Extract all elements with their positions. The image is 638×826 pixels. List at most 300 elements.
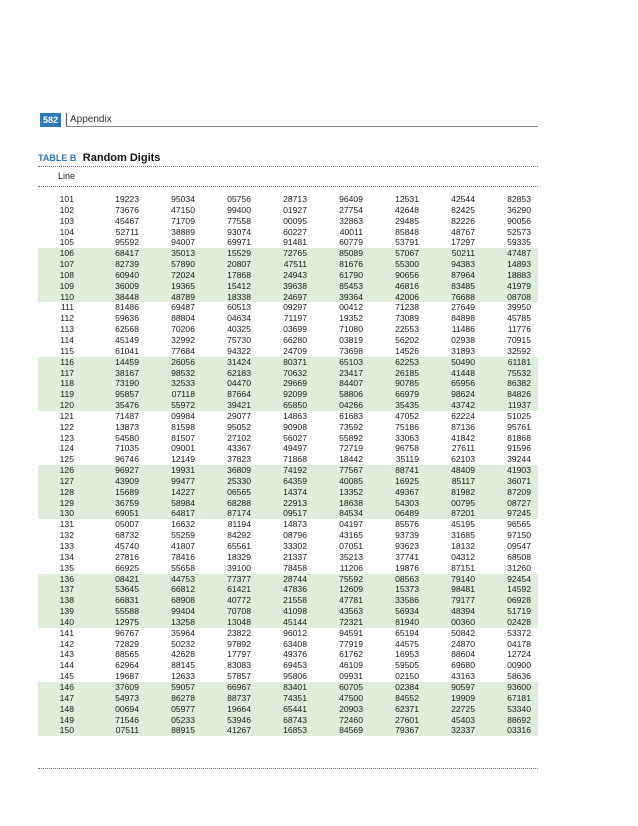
line-number: 121 <box>59 410 74 421</box>
digit-group: 68908 <box>171 595 195 606</box>
digit-group: 85848 <box>395 226 419 237</box>
digit-group: 62224 <box>451 410 475 421</box>
digit-group: 08563 <box>395 573 419 584</box>
digit-group: 05233 <box>171 714 195 725</box>
digit-group: 51025 <box>507 410 531 421</box>
digit-group: 02150 <box>395 671 419 682</box>
digit-group: 53946 <box>227 714 251 725</box>
digit-group: 38889 <box>171 226 195 237</box>
digit-group: 78458 <box>283 562 307 573</box>
digit-group: 07511 <box>115 725 139 736</box>
digit-group: 49497 <box>283 443 307 454</box>
line-number: 142 <box>59 638 74 649</box>
line-number: 119 <box>60 389 74 400</box>
digit-group: 59335 <box>507 237 531 248</box>
digit-group: 44575 <box>395 638 419 649</box>
digit-group: 84826 <box>507 389 531 400</box>
digit-group: 41979 <box>507 280 531 291</box>
digit-group: 85453 <box>339 280 363 291</box>
digit-group: 02428 <box>507 616 531 627</box>
line-number: 102 <box>59 204 74 215</box>
digit-group: 37823 <box>227 454 251 465</box>
digit-group: 39100 <box>227 562 251 573</box>
digit-group: 90656 <box>395 269 419 280</box>
digit-group: 39950 <box>507 302 531 313</box>
digit-group: 25330 <box>227 475 251 486</box>
table-row <box>38 574 538 585</box>
line-number: 133 <box>59 541 74 551</box>
table-row <box>38 693 538 704</box>
digit-group: 58806 <box>339 389 363 400</box>
digit-group: 46109 <box>339 660 363 671</box>
table-row <box>38 281 538 292</box>
digit-group: 72024 <box>171 269 195 280</box>
digit-group: 16953 <box>395 649 419 660</box>
line-number: 150 <box>59 725 74 736</box>
digit-group: 18883 <box>507 269 531 280</box>
digit-group: 56027 <box>283 432 307 443</box>
digit-group: 24709 <box>283 345 307 356</box>
digit-group: 49367 <box>395 486 419 497</box>
digit-group: 40772 <box>227 595 251 606</box>
digit-group: 45467 <box>115 215 139 226</box>
digit-group: 14526 <box>395 345 419 356</box>
line-number: 126 <box>59 465 74 476</box>
table-row <box>38 563 538 574</box>
digit-group: 78416 <box>171 551 195 562</box>
digit-group: 06489 <box>395 508 419 519</box>
digit-group: 24943 <box>283 269 307 280</box>
digit-group: 59636 <box>115 313 139 324</box>
digit-group: 75730 <box>227 334 251 345</box>
digit-group: 19687 <box>115 671 139 682</box>
line-number: 132 <box>59 530 74 541</box>
digit-group: 43163 <box>451 671 475 682</box>
line-number: 110 <box>60 291 74 302</box>
digit-group: 12633 <box>171 671 195 682</box>
digit-group: 88145 <box>171 660 195 671</box>
digit-group: 79367 <box>395 725 419 736</box>
table-row <box>38 606 538 617</box>
digit-group: 83083 <box>227 660 251 671</box>
digit-group: 17868 <box>227 269 251 280</box>
line-number: 139 <box>59 606 74 617</box>
line-number: 104 <box>59 226 74 237</box>
line-number: 136 <box>59 573 74 584</box>
digit-group: 95761 <box>507 421 531 432</box>
line-number: 135 <box>59 562 74 573</box>
header-rule <box>66 126 538 127</box>
digit-group: 93074 <box>227 226 251 237</box>
digit-group: 16632 <box>171 519 195 530</box>
digit-group: 87201 <box>451 508 475 519</box>
digit-group: 64817 <box>171 508 195 519</box>
digit-group: 47052 <box>395 410 419 421</box>
digit-group: 54303 <box>395 497 419 508</box>
digit-group: 38448 <box>115 291 139 302</box>
digit-group: 52573 <box>507 226 531 237</box>
digit-group: 68508 <box>507 551 531 562</box>
digit-group: 91596 <box>507 443 531 454</box>
digit-group: 00360 <box>451 616 475 627</box>
digit-group: 58984 <box>171 497 195 508</box>
digit-group: 59057 <box>171 681 195 692</box>
digit-group: 42006 <box>395 291 419 302</box>
line-number: 130 <box>59 508 74 519</box>
line-number: 125 <box>59 454 74 465</box>
digit-group: 08421 <box>115 573 139 584</box>
digit-group: 77567 <box>339 465 363 476</box>
digit-group: 03819 <box>339 334 363 345</box>
digit-group: 63408 <box>283 638 307 649</box>
digit-group: 00412 <box>339 302 363 313</box>
table-row <box>38 443 538 454</box>
digit-group: 09297 <box>283 302 307 313</box>
digit-group: 14374 <box>283 486 307 497</box>
table-row <box>38 411 538 422</box>
digit-group: 17297 <box>451 237 475 248</box>
digit-group: 72719 <box>339 443 363 454</box>
digit-group: 57857 <box>227 671 251 682</box>
digit-group: 48767 <box>451 226 475 237</box>
digit-group: 11206 <box>339 562 363 573</box>
line-number: 145 <box>59 671 74 682</box>
digit-group: 60705 <box>339 681 363 692</box>
line-number: 115 <box>60 345 74 356</box>
digit-group: 04634 <box>227 313 251 324</box>
digit-group: 31893 <box>451 345 475 356</box>
digit-group: 55259 <box>171 530 195 541</box>
digit-group: 12724 <box>507 649 531 660</box>
digit-group: 16853 <box>283 725 307 736</box>
digit-group: 51719 <box>507 606 531 617</box>
digit-group: 88737 <box>227 692 251 703</box>
digit-group: 65103 <box>339 356 363 367</box>
digit-group: 82425 <box>451 204 475 215</box>
digit-group: 75532 <box>507 367 531 378</box>
digit-group: 56202 <box>395 334 419 345</box>
digit-group: 53372 <box>507 627 531 638</box>
digit-group: 81982 <box>451 486 475 497</box>
digit-group: 09984 <box>171 410 195 421</box>
digit-group: 36290 <box>507 204 531 215</box>
digit-group: 87136 <box>451 421 475 432</box>
digit-group: 66979 <box>395 389 419 400</box>
digit-group: 95034 <box>171 194 195 204</box>
table-row <box>38 357 538 368</box>
digit-group: 05756 <box>227 194 251 204</box>
digit-group: 90785 <box>395 378 419 389</box>
digit-group: 19352 <box>339 313 363 324</box>
digit-group: 76688 <box>451 291 475 302</box>
digit-group: 40085 <box>339 475 363 486</box>
digit-group: 03316 <box>507 725 531 736</box>
line-number: 107 <box>59 259 74 270</box>
digit-group: 29485 <box>395 215 419 226</box>
digit-group: 96012 <box>283 627 307 638</box>
digit-group: 69971 <box>227 237 251 248</box>
digit-group: 70915 <box>507 334 531 345</box>
digit-group: 70708 <box>227 606 251 617</box>
digit-group: 71080 <box>339 324 363 335</box>
digit-group: 87664 <box>227 389 251 400</box>
digit-group: 31260 <box>507 562 531 573</box>
digit-group: 03699 <box>283 324 307 335</box>
table-row <box>38 216 538 227</box>
line-number: 149 <box>59 714 74 725</box>
digit-group: 12975 <box>115 616 139 627</box>
digit-group: 37741 <box>395 551 419 562</box>
digit-group: 50232 <box>171 638 195 649</box>
digit-group: 92454 <box>507 573 531 584</box>
digit-group: 61181 <box>507 356 531 367</box>
digit-group: 96746 <box>115 454 139 465</box>
digit-group: 72765 <box>283 248 307 259</box>
digit-group: 81940 <box>395 616 419 627</box>
line-number: 138 <box>59 595 74 606</box>
digit-group: 53645 <box>115 584 139 595</box>
digit-group: 85117 <box>451 475 475 486</box>
digit-group: 87151 <box>451 562 475 573</box>
digit-group: 65441 <box>283 703 307 714</box>
digit-group: 93600 <box>507 681 531 692</box>
digit-group: 09931 <box>339 671 363 682</box>
digit-group: 41807 <box>171 541 195 551</box>
digit-group: 86278 <box>171 692 195 703</box>
digit-group: 73089 <box>395 313 419 324</box>
digit-group: 15412 <box>227 280 251 291</box>
digit-group: 05977 <box>171 703 195 714</box>
digit-group: 73190 <box>115 378 139 389</box>
digit-group: 21558 <box>283 595 307 606</box>
digit-group: 95592 <box>115 237 139 248</box>
digit-group: 80371 <box>283 356 307 367</box>
digit-group: 42544 <box>451 194 475 204</box>
digit-group: 28713 <box>283 194 307 204</box>
digit-group: 72460 <box>339 714 363 725</box>
digit-group: 97245 <box>507 508 531 519</box>
digit-group: 00900 <box>507 660 531 671</box>
digit-group: 43909 <box>115 475 139 486</box>
digit-group: 15373 <box>395 584 419 595</box>
page-number-badge: 582 <box>40 113 61 127</box>
section-title: Appendix <box>70 114 112 125</box>
digit-group: 12609 <box>339 584 363 595</box>
digit-group: 14873 <box>283 519 307 530</box>
digit-group: 69051 <box>115 508 139 519</box>
digit-group: 97150 <box>507 530 531 541</box>
digit-group: 38167 <box>115 367 139 378</box>
line-number: 131 <box>59 519 74 530</box>
table-row <box>38 682 538 693</box>
digit-group: 77377 <box>227 573 251 584</box>
digit-group: 55658 <box>171 562 195 573</box>
digit-group: 68288 <box>227 497 251 508</box>
digit-group: 81598 <box>171 421 195 432</box>
digit-group: 27611 <box>451 443 475 454</box>
digit-group: 14227 <box>171 486 195 497</box>
digit-group: 19931 <box>171 465 195 476</box>
digit-group: 90597 <box>451 681 475 692</box>
digit-group: 27754 <box>339 204 363 215</box>
table-row <box>38 400 538 411</box>
digit-group: 71197 <box>283 313 307 324</box>
line-number: 113 <box>60 324 74 335</box>
digit-group: 84898 <box>451 313 475 324</box>
line-number: 103 <box>59 215 74 226</box>
digit-group: 20807 <box>227 259 251 270</box>
digit-group: 90908 <box>283 421 307 432</box>
digit-group: 36009 <box>115 280 139 291</box>
digit-group: 00694 <box>115 703 139 714</box>
digit-group: 22913 <box>283 497 307 508</box>
digit-group: 73676 <box>115 204 139 215</box>
table-row <box>38 335 538 346</box>
digit-group: 84534 <box>339 508 363 519</box>
line-number: 140 <box>59 616 74 627</box>
digit-group: 96409 <box>339 194 363 204</box>
digit-group: 16925 <box>395 475 419 486</box>
digit-group: 35476 <box>115 400 139 411</box>
digit-group: 53791 <box>395 237 419 248</box>
digit-group: 39244 <box>507 454 531 465</box>
digit-group: 39638 <box>283 280 307 291</box>
digit-group: 35013 <box>171 248 195 259</box>
digit-group: 12149 <box>171 454 195 465</box>
table-row <box>38 508 538 519</box>
digit-group: 65194 <box>395 627 419 638</box>
digit-group: 79177 <box>451 595 475 606</box>
digit-group: 28744 <box>283 573 307 584</box>
digit-group: 88565 <box>115 649 139 660</box>
digit-group: 45740 <box>115 541 139 551</box>
table-row <box>38 389 538 400</box>
table-row <box>38 368 538 379</box>
digit-group: 50490 <box>451 356 475 367</box>
table-row <box>38 660 538 671</box>
digit-group: 32337 <box>451 725 475 736</box>
line-number: 141 <box>59 627 74 638</box>
digit-group: 60779 <box>339 237 363 248</box>
digit-group: 93739 <box>395 530 419 541</box>
line-number: 105 <box>59 237 74 248</box>
digit-group: 88692 <box>507 714 531 725</box>
digit-group: 43742 <box>451 400 475 411</box>
line-number: 101 <box>59 194 74 204</box>
digit-group: 18329 <box>227 551 251 562</box>
digit-group: 62964 <box>115 660 139 671</box>
digit-group: 06565 <box>227 486 251 497</box>
digit-group: 18638 <box>339 497 363 508</box>
table-label: TABLE B <box>38 153 77 163</box>
table-row <box>38 715 538 726</box>
digit-group: 19664 <box>227 703 251 714</box>
digit-group: 00795 <box>451 497 475 508</box>
digit-group: 17797 <box>227 649 251 660</box>
digit-group: 71487 <box>115 410 139 421</box>
digit-group: 48789 <box>171 291 195 302</box>
digit-group: 14592 <box>507 584 531 595</box>
digit-group: 27601 <box>395 714 419 725</box>
digit-group: 71709 <box>171 215 195 226</box>
line-number: 122 <box>59 421 74 432</box>
line-number: 147 <box>59 692 74 703</box>
digit-group: 12531 <box>395 194 419 204</box>
line-number: 146 <box>59 681 74 692</box>
digit-group: 18442 <box>339 454 363 465</box>
table-row <box>38 378 538 389</box>
digit-group: 81676 <box>339 259 363 270</box>
digit-group: 61421 <box>227 584 251 595</box>
digit-group: 65561 <box>227 541 251 551</box>
digit-group: 88741 <box>395 465 419 476</box>
digit-group: 96758 <box>395 443 419 454</box>
digit-group: 77919 <box>339 638 363 649</box>
digit-group: 47487 <box>507 248 531 259</box>
digit-group: 97892 <box>227 638 251 649</box>
digit-group: 50211 <box>451 248 475 259</box>
table-row <box>38 454 538 465</box>
line-number: 111 <box>60 302 74 313</box>
line-number: 120 <box>59 400 74 411</box>
digit-group: 13258 <box>171 616 195 627</box>
digit-group: 54973 <box>115 692 139 703</box>
digit-group: 33586 <box>395 595 419 606</box>
digit-group: 36809 <box>227 465 251 476</box>
table-row <box>38 498 538 509</box>
digit-group: 04197 <box>339 519 363 530</box>
digit-group: 32592 <box>507 345 531 356</box>
digit-group: 22725 <box>451 703 475 714</box>
table-row <box>38 205 538 216</box>
digit-group: 85576 <box>395 519 419 530</box>
digit-group: 57890 <box>171 259 195 270</box>
digit-group: 91481 <box>283 237 307 248</box>
line-number: 148 <box>59 703 74 714</box>
digit-group: 53340 <box>507 703 531 714</box>
table-caption <box>38 148 160 166</box>
digit-group: 67181 <box>507 692 531 703</box>
digit-group: 02384 <box>395 681 419 692</box>
digit-group: 35964 <box>171 627 195 638</box>
digit-group: 88604 <box>451 649 475 660</box>
digit-group: 99477 <box>171 475 195 486</box>
digit-group: 05007 <box>115 519 139 530</box>
digit-group: 72829 <box>115 638 139 649</box>
digit-group: 66831 <box>115 595 139 606</box>
line-number: 129 <box>59 497 74 508</box>
digit-group: 55972 <box>171 400 195 411</box>
digit-group: 94383 <box>451 259 475 270</box>
table-row <box>38 617 538 628</box>
digit-group: 41842 <box>451 432 475 443</box>
digit-group: 55892 <box>339 432 363 443</box>
digit-group: 54580 <box>115 432 139 443</box>
digit-group: 07118 <box>171 389 195 400</box>
line-number: 127 <box>59 475 74 486</box>
digit-group: 87174 <box>227 508 251 519</box>
line-number: 109 <box>59 280 74 291</box>
table-row <box>38 476 538 487</box>
digit-group: 83401 <box>283 681 307 692</box>
digit-group: 14863 <box>283 410 307 421</box>
table-row <box>38 194 538 205</box>
line-number: 118 <box>60 378 74 389</box>
digit-group: 84292 <box>227 530 251 541</box>
digit-group: 39421 <box>227 400 251 411</box>
digit-group: 47836 <box>283 584 307 595</box>
digit-group: 26185 <box>395 367 419 378</box>
